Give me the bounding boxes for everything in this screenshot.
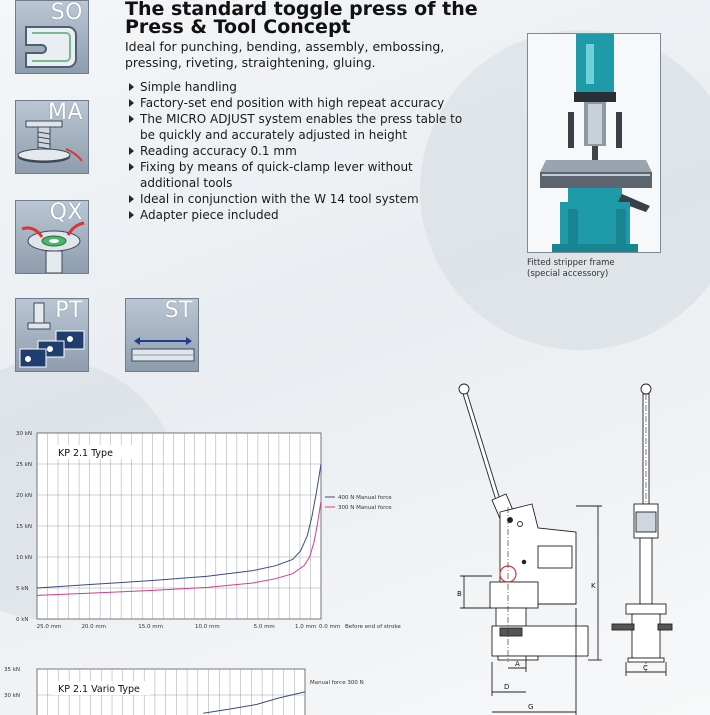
caption-line: (special accessory) <box>527 269 609 279</box>
tile-st <box>125 298 199 372</box>
y-tick-label: 0 kN <box>16 617 29 623</box>
tile-label: PT <box>55 298 83 323</box>
feature-list <box>128 79 468 223</box>
feature-item: Factory-set end position with high repeat accuracy <box>128 95 468 111</box>
tile-label: MA <box>47 100 83 125</box>
page-title: The standard toggle press of the <box>125 0 478 20</box>
page-subtitle: Press & Tool Concept <box>125 16 351 38</box>
x-tick-label: 5.0 mm <box>253 624 275 630</box>
tile-label: SO <box>50 0 83 25</box>
dimension-label: G <box>528 703 534 711</box>
feature-item: The MICRO ADJUST system enables the press table to be quickly and accurately adjusted in height <box>128 111 468 143</box>
y-tick-label: 30 kN <box>4 693 21 699</box>
x-tick-label: 1.0 mm <box>295 624 317 630</box>
x-tick-label: 15.0 mm <box>138 624 163 630</box>
tile-qx <box>15 200 89 274</box>
feature-item: Adapter piece included <box>128 207 468 223</box>
chart-title: KP 2.1 Type <box>58 448 113 459</box>
y-tick-label: 10 kN <box>16 555 33 561</box>
force-chart-kp21-vario <box>0 660 420 715</box>
x-tick-label: 10.0 mm <box>195 624 220 630</box>
feature-item: Ideal in conjunction with the W 14 tool system <box>128 191 468 207</box>
x-tick-label: 25.0 mm <box>36 624 62 630</box>
tile-label: QX <box>49 200 83 225</box>
y-tick-label: 35 kN <box>4 667 21 673</box>
product-photo <box>527 33 661 253</box>
technical-drawing <box>440 372 710 715</box>
y-tick-label: 15 kN <box>16 524 33 530</box>
y-tick-label: 5 kN <box>16 586 29 592</box>
legend-entry: 300 N Manual force <box>338 505 392 511</box>
x-axis <box>37 624 341 630</box>
tile-pt <box>15 298 89 372</box>
dimension-label: A <box>515 660 520 668</box>
intro-text: Ideal for punching, bending, assembly, embossing, pressing, riveting, straightening, gluing. <box>125 39 445 70</box>
x-tick-label: 20.0 mm <box>81 624 107 630</box>
y-tick-label: 20 kN <box>16 493 33 499</box>
legend <box>325 495 392 511</box>
legend-entry: 400 N Manual force <box>338 495 392 501</box>
tile-so <box>15 0 89 74</box>
dimension-label: K <box>591 582 596 590</box>
feature-item: Fixing by means of quick-clamp lever without additional tools <box>128 159 468 191</box>
tile-ma <box>15 100 89 174</box>
legend-entry: Manual force 300 N <box>310 680 364 686</box>
dimension-label: B <box>457 590 462 598</box>
tile-label: ST <box>164 298 193 323</box>
chart-title: KP 2.1 Vario Type <box>58 684 140 695</box>
feature-item: Simple handling <box>128 79 468 95</box>
x-axis-label: Before end of stroke <box>345 624 401 630</box>
dimension-label: C <box>643 664 648 672</box>
x-tick-label: 0.0 mm <box>319 624 341 630</box>
dimension-label: D <box>504 683 510 691</box>
feature-item: Reading accuracy 0.1 mm <box>128 143 468 159</box>
y-tick-label: 30 kN <box>16 431 33 437</box>
caption-line: Fitted stripper frame <box>527 258 615 268</box>
toggle-press-photo <box>528 34 661 253</box>
y-axis <box>16 431 32 623</box>
photo-caption <box>527 258 615 280</box>
y-tick-label: 25 kN <box>16 462 33 468</box>
force-chart-kp21 <box>0 422 420 632</box>
